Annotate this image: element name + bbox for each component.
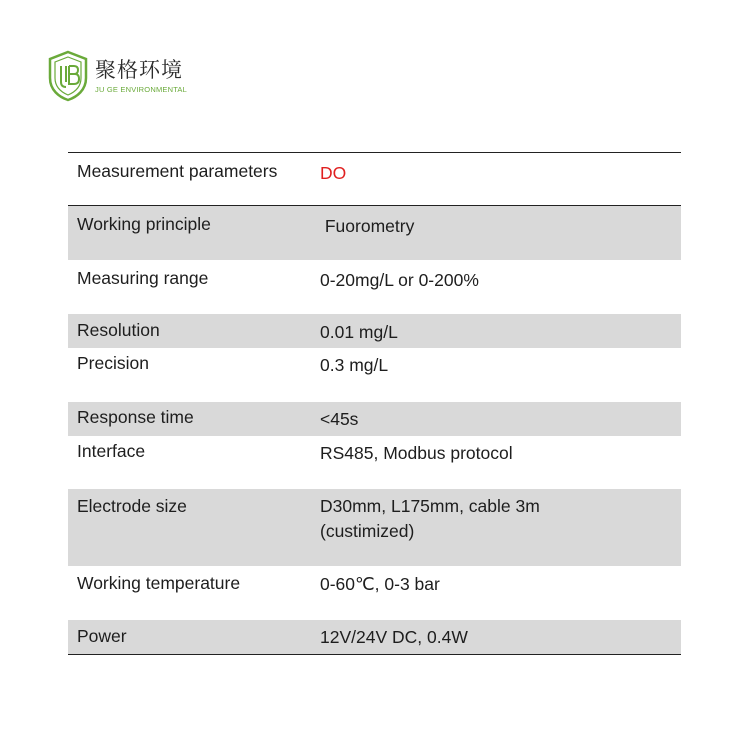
spec-value: RS485, Modbus protocol xyxy=(320,443,513,463)
logo-english-name: JU GE ENVIRONMENTAL xyxy=(95,85,188,94)
spec-value: 0.3 mg/L xyxy=(320,355,389,375)
spec-value: 0.01 mg/L xyxy=(320,322,398,342)
spec-label: Measurement parameters xyxy=(77,161,278,181)
spec-label: Interface xyxy=(77,441,146,461)
specification-table xyxy=(68,152,681,655)
spec-row-power xyxy=(68,620,681,654)
spec-label: Working principle xyxy=(77,214,211,234)
spec-row-response-time xyxy=(68,402,681,436)
spec-row-resolution xyxy=(68,314,681,348)
spec-value-line2: (custimized) xyxy=(320,521,415,541)
spec-row-measurement-parameters xyxy=(68,153,681,206)
spec-row-working-principle xyxy=(68,206,681,260)
shield-logo-icon xyxy=(47,50,89,102)
spec-value: 0-20mg/L or 0-200% xyxy=(320,270,479,290)
spec-label: Precision xyxy=(77,353,149,373)
spec-row-electrode-size xyxy=(68,489,681,566)
spec-row-precision xyxy=(68,348,681,402)
spec-row-interface xyxy=(68,436,681,489)
spec-row-measuring-range xyxy=(68,260,681,314)
logo-chinese-name: 聚格环境 xyxy=(95,58,183,82)
spec-value: <45s xyxy=(320,409,359,429)
spec-label: Response time xyxy=(77,407,194,427)
spec-value: Fuorometry xyxy=(320,216,415,236)
spec-value: DO xyxy=(320,163,347,183)
spec-row-working-temperature xyxy=(68,566,681,620)
spec-value: 0-60℃, 0-3 bar xyxy=(320,574,440,594)
company-logo xyxy=(47,50,187,102)
spec-label: Electrode size xyxy=(77,496,187,516)
spec-value-line1: D30mm, L175mm, cable 3m xyxy=(320,496,540,516)
spec-value: 12V/24V DC, 0.4W xyxy=(320,627,468,647)
spec-label: Measuring range xyxy=(77,268,209,288)
spec-label: Power xyxy=(77,626,127,646)
spec-label: Resolution xyxy=(77,320,160,340)
spec-label: Working temperature xyxy=(77,573,241,593)
